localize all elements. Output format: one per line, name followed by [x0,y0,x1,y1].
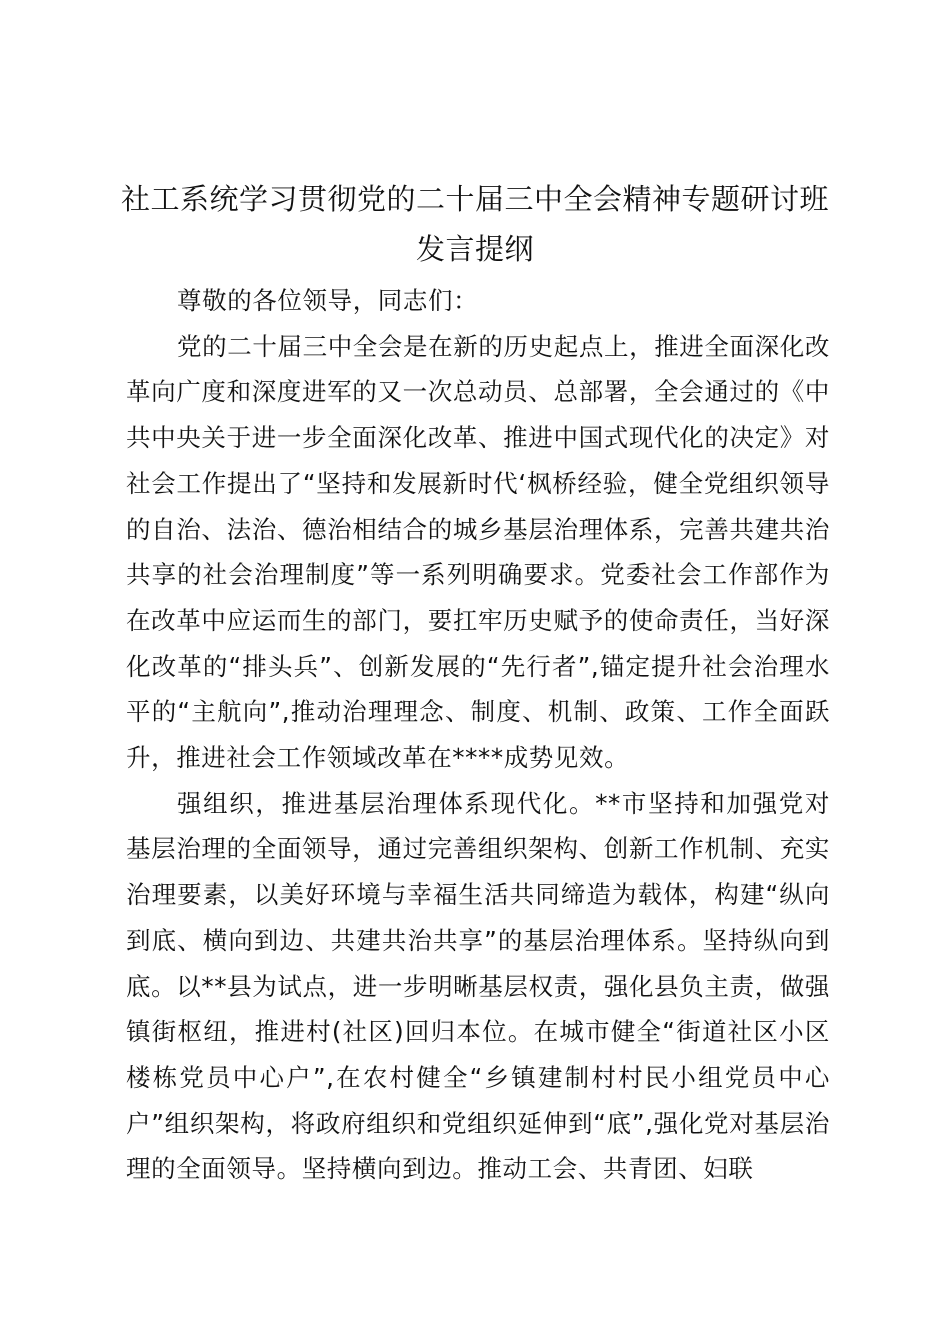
paragraph-organization: 强组织，推进基层治理体系现代化。**市坚持和加强党对基层治理的全面领导，通过完善组织架构、创新工作机制、充实治理要素，以美好环境与幸福生活共同缔造为载体，构建“纵向到底、横向到边、共建共治共享”的基层治理体系。坚持纵向到底。以**县为试点，进一步明晰基层权责，强化县负主责，做强镇街枢纽，推进村(社区)回归本位。在城市健全“街道社区小区楼栋党员中心户”,在农村健全“乡镇建制村村民小组党员中心户”组织架构，将政府组织和党组织延伸到“底”,强化党对基层治理的全面领导。坚持横向到边。推动工会、共青团、妇联 [126,788,830,1184]
title-line-1: 社工系统学习贯彻党的二十届三中全会精神专题研讨班 [120,182,829,216]
document-body [126,278,830,1192]
document-title [120,174,830,274]
paragraph-intro: 党的二十届三中全会是在新的历史起点上，推进全面深化改革向广度和深度进军的又一次总动员、总部署，全会通过的《中共中央关于进一步全面深化改革、推进中国式现代化的决定》对社会工作提出了“坚持和发展新时代‘枫桥经验，健全党组织领导的自治、法治、德治相结合的城乡基层治理体系，完善共建共治共享的社会治理制度”等一系列明确要求。党委社会工作部作为在改革中应运而生的部门，要扛牢历史赋予的使命责任，当好深化改革的“排头兵”、创新发展的“先行者”,锚定提升社会治理水平的“主航向”,推动治理理念、制度、机制、政策、工作全面跃升，推进社会工作领域改革在****成势见效。 [126,331,830,773]
title-line-2: 发言提纲 [415,232,534,266]
salutation: 尊敬的各位领导，同志们： [177,286,479,315]
